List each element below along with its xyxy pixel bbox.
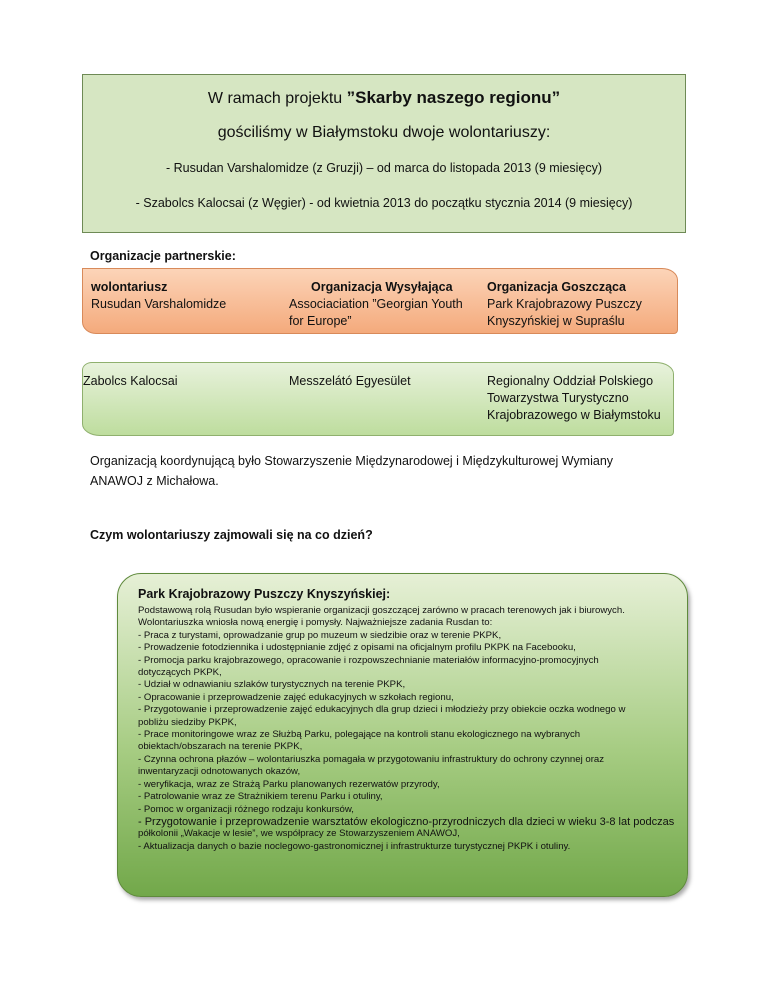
- park-task-line: - Opracowanie i przeprowadzenie zajęć edukacyjnych w szkołach regionu,: [138, 691, 454, 703]
- park-task-line: - Pomoc w organizacji różnego rodzaju konkursów,: [138, 803, 354, 815]
- park-tasks-box: [117, 573, 688, 897]
- volunteer-cell-2: Zabolcs Kalocsai: [83, 374, 178, 388]
- partners-title: Organizacje partnerskie:: [90, 249, 236, 263]
- header-volunteer: wolontariusz: [91, 280, 168, 294]
- park-task-line: inwentaryzacji odnotowanych okazów,: [138, 766, 301, 778]
- park-task-line: - weryfikacja, wraz ze Strażą Parku planowanych rezerwatów przyrody,: [138, 778, 440, 790]
- project-header-box: [82, 74, 686, 233]
- park-task-line: półkolonii „Wakacje w lesie”, we współpracy ze Stowarzyszeniem ANAWOJ,: [138, 828, 460, 840]
- park-task-line: pobliżu siedziby PKPK,: [138, 716, 237, 728]
- volunteer-cell-1: [91, 279, 226, 313]
- park-task-line: Podstawową rolą Rusudan było wspieranie organizacji goszczącej zarówno w pracach terenowych jak i biurowych.: [138, 605, 625, 616]
- park-task-line: - Udział w odnawianiu szlaków turystycznych na terenie PKPK,: [138, 679, 406, 691]
- daily-tasks-question: Czym wolontariuszy zajmowali się na co dzień?: [90, 528, 373, 542]
- park-task-line: Wolontariuszka wniosła nową energię i pomysły. Najważniejsze zadania Rusdan to:: [138, 617, 493, 629]
- hosting-cell-2: [487, 373, 661, 424]
- park-task-line: - Prowadzenie fotodziennika i udostępnianie zdjęć z opisami na oficjalnym profilu PKPK na Facebooku,: [138, 642, 576, 654]
- park-tasks-list: [138, 605, 686, 853]
- hosting-org-2-line1: Regionalny Oddział Polskiego: [487, 374, 654, 388]
- volunteer-1-summary: - Rusudan Varshalomidze (z Gruzji) – od marca do listopada 2013 (9 miesięcy): [165, 161, 603, 175]
- park-task-line: - Prace monitoringowe wraz ze Służbą Parku, polegające na kontroli stanu ekologicznego na wybranych: [138, 729, 581, 741]
- volunteer-name-1: Rusudan Varshalomidze: [91, 297, 227, 311]
- header-sending-org: Organizacja Wysyłająca: [311, 280, 453, 294]
- park-task-line: obiektach/obszarach na terenie PKPK,: [138, 741, 303, 753]
- hosting-org-1-line2: Knyszyńskiej w Supraślu: [487, 314, 625, 328]
- park-task-line: - Patrolowanie wraz ze Strażnikiem terenu Parku i otuliny,: [138, 791, 383, 803]
- sending-org-1-line2: for Europe”: [289, 314, 352, 328]
- coordination-paragraph: [90, 451, 613, 491]
- project-intro-prefix: W ramach projektu: [207, 90, 347, 107]
- park-task-line: - Aktualizacja danych o bazie noclegowo-gastronomicznej i infrastrukturze turystycznej PKPK i otuliny.: [138, 840, 571, 852]
- coordination-line-2: ANAWOJ z Michałowa.: [90, 474, 219, 488]
- park-task-line: dotyczących PKPK,: [138, 667, 222, 679]
- project-title: ”Skarby naszego regionu”: [346, 88, 561, 107]
- sending-cell-1: [289, 279, 489, 330]
- hosting-cell-1: [487, 279, 642, 330]
- project-intro-line: [83, 88, 685, 108]
- coordination-line-1: Organizacją koordynującą było Stowarzyszenie Międzynarodowej i Międzykulturowej Wymiany: [90, 454, 614, 468]
- park-task-line: - Przygotowanie i przeprowadzenie warsztatów ekologiczno-przyrodniczych dla dzieci w wieku 3-8 lat podczas: [138, 815, 675, 828]
- hosting-org-1-line1: Park Krajobrazowy Puszczy: [487, 297, 642, 311]
- hosted-volunteers-line: gościliśmy w Białymstoku dwoje wolontariuszy:: [217, 124, 551, 141]
- hosting-org-2-line3: Krajobrazowego w Białymstoku: [487, 408, 661, 422]
- header-hosting-org: Organizacja Goszcząca: [487, 280, 626, 294]
- park-task-line: - Przygotowanie i przeprowadzenie zajęć edukacyjnych dla grup dzieci i młodzieży przy obiekcie oczka wodnego w: [138, 704, 626, 716]
- partner-row-2: [82, 362, 674, 436]
- park-tasks-title: Park Krajobrazowy Puszczy Knyszyńskiej:: [138, 587, 391, 601]
- park-task-line: - Czynna ochrona płazów – wolontariuszka pomagała w przygotowaniu infrastruktury do ochrony czynnej oraz: [138, 753, 605, 765]
- sending-org-1-line1: Associaciation ”Georgian Youth: [289, 297, 463, 311]
- volunteer-2-summary: - Szabolcs Kalocsai (z Węgier) - od kwietnia 2013 do początku stycznia 2014 (9 miesięcy): [135, 196, 633, 210]
- park-task-line: - Promocja parku krajobrazowego, opracowanie i rozpowszechnianie materiałów informacyjno-promocyjnych: [138, 654, 599, 666]
- partner-row-1: [82, 268, 678, 334]
- sending-cell-2: Messzelátó Egyesület: [289, 374, 411, 388]
- park-task-line: - Praca z turystami, oprowadzanie grup po muzeum w siedzibie oraz w terenie PKPK,: [138, 629, 502, 641]
- hosting-org-2-line2: Towarzystwa Turystyczno: [487, 391, 629, 405]
